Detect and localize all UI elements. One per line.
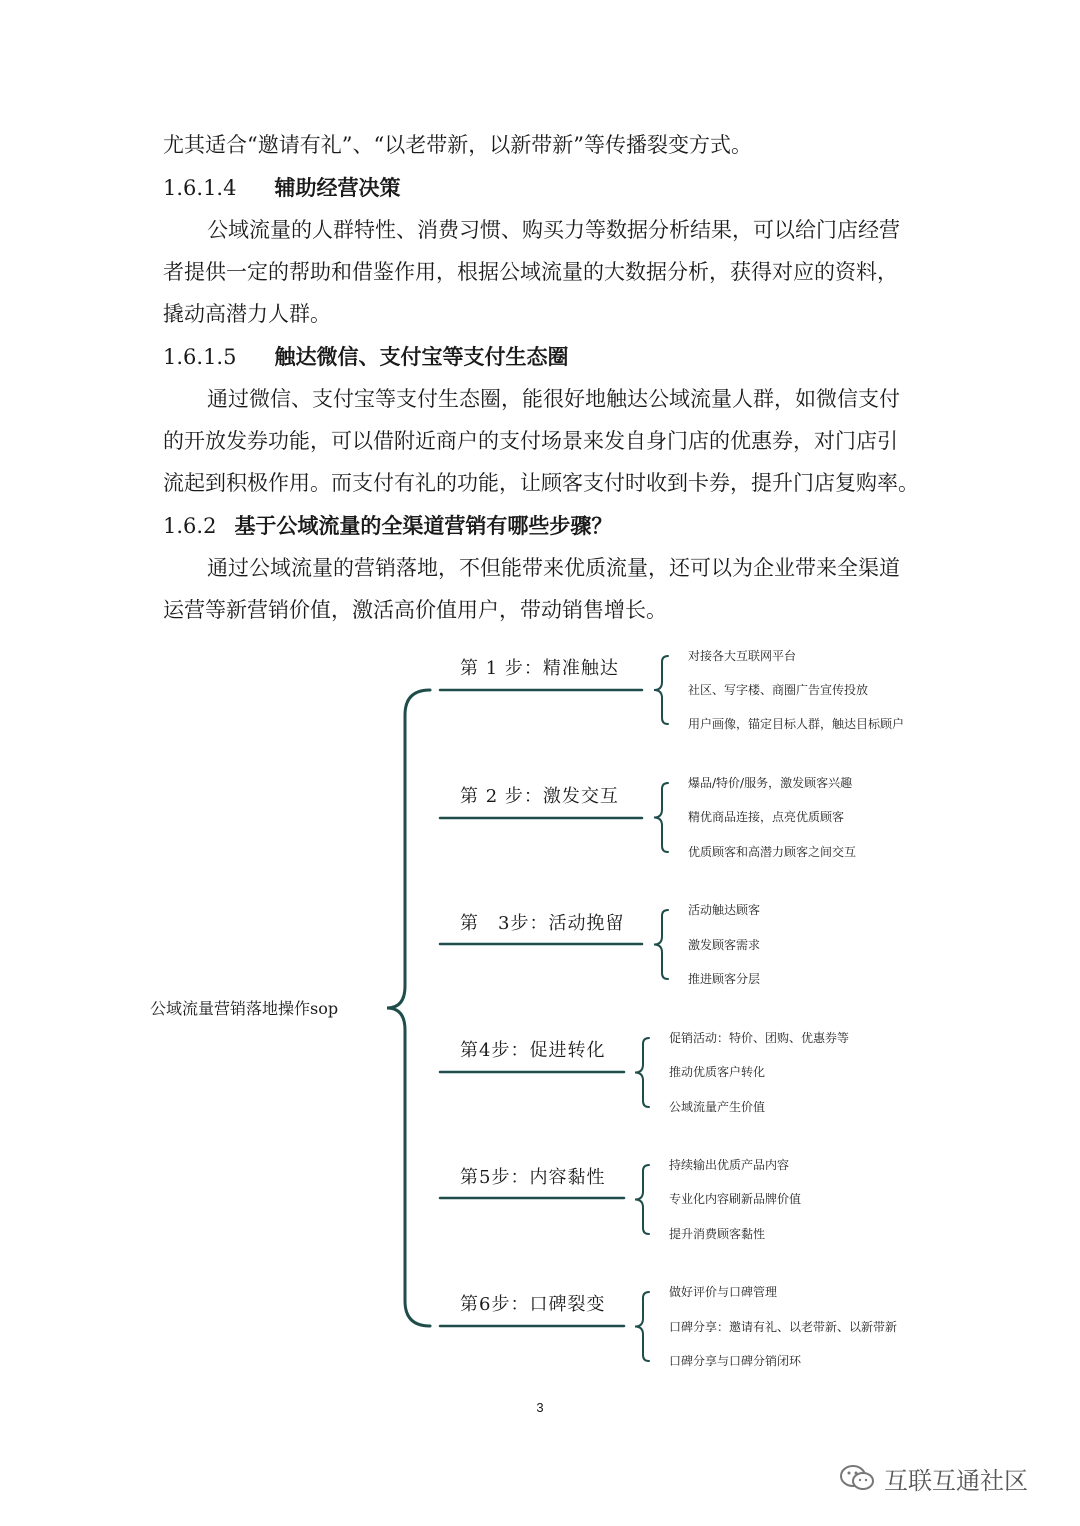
step-item: 专业化内容刷新品牌价值: [669, 1192, 802, 1206]
paragraph-line: 尤其适合“邀请有礼”、“以老带新，以新带新”等传播裂变方式。: [163, 133, 752, 157]
step-item: 爆品/特价/服务，激发顾客兴趣: [688, 776, 853, 790]
watermark: [838, 1458, 1028, 1498]
step-item: 口碑分享与口碑分销闭环: [669, 1354, 802, 1368]
paragraph-line: 运营等新营销价值，激活高价值用户，带动销售增长。: [163, 598, 667, 622]
step-title: 第 3步：活动挽留: [460, 913, 625, 934]
step-item: 公域流量产生价值: [669, 1100, 766, 1114]
step-brace: [654, 910, 668, 979]
step-item: 激发顾客需求: [688, 938, 761, 952]
step-item: 精优商品连接，点亮优质顾客: [688, 810, 845, 824]
step-item: 对接各大互联网平台: [688, 649, 797, 663]
step-item: 用户画像，锚定目标人群，触达目标顾户: [688, 717, 905, 731]
heading-number: 1.6.2: [163, 514, 217, 538]
step-title: 第4步：促进转化: [460, 1040, 606, 1061]
heading-title: 基于公域流量的全渠道营销有哪些步骤？: [234, 513, 613, 538]
step-brace: [635, 1292, 649, 1361]
paragraph-line: 的开放发券功能，可以借附近商户的支付场景来发自身门店的优惠券，对门店引: [163, 429, 898, 453]
step-item: 促销活动：特价、团购、优惠券等: [669, 1031, 850, 1045]
heading-title: 触达微信、支付宝等支付生态圈: [274, 344, 569, 369]
wechat-icon: [838, 1463, 876, 1493]
mindmap-root-label: 公域流量营销落地操作sop: [150, 999, 339, 1018]
step-title: 第 2 步：激发交互: [460, 786, 619, 807]
step-item: 活动触达顾客: [688, 903, 761, 917]
step-title: 第 1 步：精准触达: [460, 658, 619, 679]
step-brace: [635, 1038, 649, 1107]
step-item: 推动优质客户转化: [669, 1065, 766, 1079]
step-item: 做好评价与口碑管理: [669, 1285, 778, 1299]
step-item: 推进顾客分层: [688, 972, 761, 986]
step-item: 持续输出优质产品内容: [669, 1158, 790, 1172]
step-item: 社区、写字楼、商圈广告宣传投放: [688, 683, 869, 697]
step-title: 第5步：内容黏性: [460, 1167, 606, 1188]
step-item: 优质顾客和高潜力顾客之间交互: [688, 845, 857, 859]
step-brace: [654, 783, 668, 852]
step-item: 口碑分享：邀请有礼、以老带新、以新带新: [669, 1320, 898, 1334]
step-brace: [654, 656, 668, 724]
page-number: 3: [536, 1400, 544, 1415]
step-item: 提升消费顾客黏性: [669, 1227, 766, 1241]
heading-number: 1.6.1.4: [163, 176, 237, 200]
step-brace: [635, 1165, 649, 1234]
paragraph-line: 者提供一定的帮助和借鉴作用，根据公域流量的大数据分析，获得对应的资料，: [163, 260, 898, 284]
paragraph-line: 流起到积极作用。而支付有礼的功能，让顾客支付时收到卡券，提升门店复购率。: [163, 471, 919, 495]
paragraph-line: 公域流量的人群特性、消费习惯、购买力等数据分析结果，可以给门店经营: [207, 218, 900, 242]
watermark-text: 互联互通社区: [884, 1466, 1028, 1495]
root-brace: [387, 690, 430, 1326]
heading-title: 辅助经营决策: [274, 175, 401, 200]
paragraph-line: 通过公域流量的营销落地，不但能带来优质流量，还可以为企业带来全渠道: [207, 556, 900, 580]
paragraph-line: 通过微信、支付宝等支付生态圈，能很好地触达公域流量人群，如微信支付: [207, 387, 900, 411]
step-title: 第6步：口碑裂变: [460, 1294, 606, 1315]
heading-number: 1.6.1.5: [163, 345, 237, 369]
paragraph-line: 撬动高潜力人群。: [163, 302, 331, 326]
